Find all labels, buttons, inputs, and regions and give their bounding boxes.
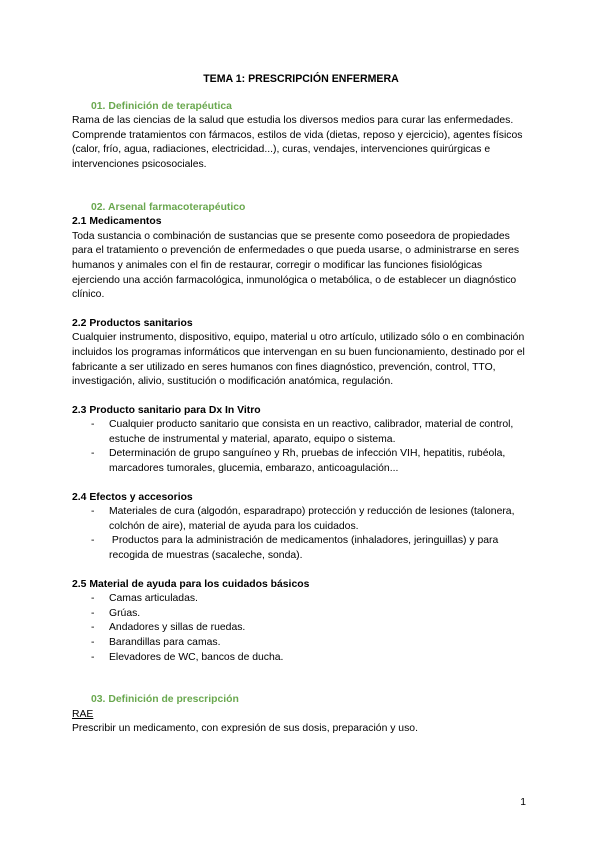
list-item: - Camas articuladas. [91, 593, 198, 605]
subsection-2-5-list [72, 592, 530, 665]
list-item: - Materiales de cura (algodón, esparadrapo) protección y reducción de lesiones (talonera, colchón de aire), material de ayuda para los cuidados. [91, 506, 515, 532]
section-03-source: RAE [72, 708, 94, 720]
list-item: - Elevadores de WC, bancos de ducha. [91, 651, 284, 663]
list-item: - Barandillas para camas. [91, 637, 221, 648]
subsection-2-4-list [72, 505, 530, 563]
page-number: 1 [520, 797, 526, 808]
subsection-2-3-list [72, 418, 530, 476]
subsection-2-1-text: Toda sustancia o combinación de sustancias que se presente como poseedora de propiedades para el tratamiento o prevención de enfermedades o que pueda usarse, o administrarse en seres humanos y animales con el fin de restaurar, corregir o modificar las funciones fisiológicas ejerciendo una acción farmacológica, inmunológica o metabólica, o de establecer un diagnóstico clínico. [72, 230, 520, 301]
section-01-heading: 01. Definición de terapéutica [91, 100, 232, 112]
subsection-2-2-heading: 2.2 Productos sanitarios [72, 317, 193, 329]
list-item: - Andadores y sillas de ruedas. [91, 622, 246, 634]
subsection-2-5-heading: 2.5 Material de ayuda para los cuidados básicos [72, 578, 310, 590]
subsection-2-4-heading: 2.4 Efectos y accesorios [72, 491, 193, 503]
list-item: - Grúas. [91, 607, 141, 619]
section-03-heading: 03. Definición de prescripción [91, 694, 239, 706]
document-title: TEMA 1: PRESCRIPCIÓN ENFERMERA [203, 73, 399, 85]
section-03-text: Prescribir un medicamento, con expresión de sus dosis, preparación y uso. [72, 723, 418, 735]
section-02-heading: 02. Arsenal farmacoterapéutico [91, 201, 246, 213]
subsection-2-1-heading: 2.1 Medicamentos [72, 216, 162, 228]
page-content [72, 72, 530, 737]
list-item: - Productos para la administración de medicamentos (inhaladores, jeringuillas) y para recogida de muestras (sacaleche, sonda). [91, 535, 502, 562]
list-item: - Determinación de grupo sanguíneo y Rh, pruebas de infección VIH, hepatitis, rubéola, marcadores tumorales, glucemia, embarazo, anticoagulación... [91, 448, 506, 475]
subsection-2-2-text: Cualquier instrumento, dispositivo, equipo, material u otro artículo, utilizado sólo o en combinación incluidos los programas informáticos que intervengan en su buen funcionamiento, destinado por el fabricante a ser utilizado en seres humanos con fines diagnóstico, prevención, control, TTO, investigación, alivio, sustitución o modificación anatómica, regulación. [72, 332, 525, 388]
section-01-text: Rama de las ciencias de la salud que estudia los diversos medios para curar las enfermedades. Comprende tratamientos con fármacos, estilos de vida (dietas, reposo y ejercicio), agentes físicos (calor, frío, agua, radiaciones, electricidad...), curas, vendajes, intervenciones quirúrgicas e intervenciones psicosociales. [72, 115, 523, 170]
list-item: - Cualquier producto sanitario que consista en un reactivo, calibrador, material de control, estuche de instrumental y material, aparato, equipo o sistema. [91, 419, 514, 445]
subsection-2-3-heading: 2.3 Producto sanitario para Dx In Vitro [72, 404, 261, 416]
